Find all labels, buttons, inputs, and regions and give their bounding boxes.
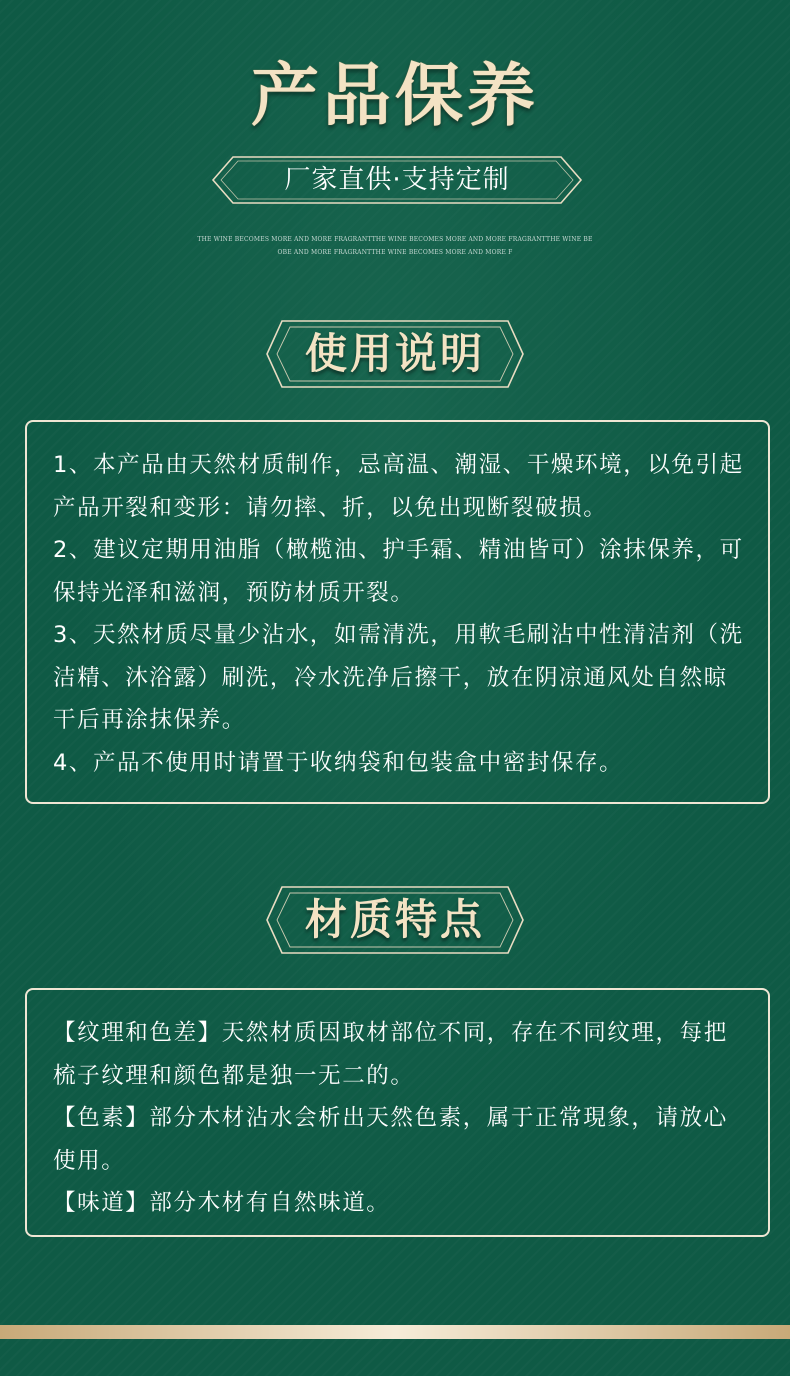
- subtitle-badge: [211, 155, 583, 205]
- page-title: 产品保养: [250, 56, 539, 136]
- usage-item-2: 2、建议定期用油脂（橄榄油、护手霜、精油皆可）涂抹保养，可保持光泽和滋润，预防材质开裂。: [53, 537, 744, 606]
- usage-item-3: 3、天然材质尽量少沾水，如需清洗，用軟毛刷沾中性清洁剂（洗洁精、沐浴露）刷洗，冷水洗净后擦干，放在阴凉通风处自然晾干后再涂抹保养。: [53, 622, 744, 733]
- material-item-1: 【纹理和色差】天然材质因取材部位不同，存在不同纹理，每把梳子纹理和颜色都是独一无二的。: [53, 1020, 728, 1089]
- usage-item-1: 1、本产品由天然材质制作，忌高温、潮湿、干燥环境，以免引起产品开裂和变形：请勿摔、折，以免出现断裂破损。: [53, 452, 744, 521]
- material-item-2: 【色素】部分木材沾水会析出天然色素，属于正常現象，请放心使用。: [53, 1105, 728, 1174]
- subtitle-text: 厂家直供·支持定制: [284, 165, 510, 195]
- bottom-gold-bar: [0, 1325, 790, 1339]
- usage-item-4: 4、产品不使用时请置于收纳袋和包装盒中密封保存。: [53, 749, 624, 776]
- english-tagline-2: OBE AND MORE FRAGRANTTHE WINE BECOMES MORE AND MORE F: [277, 249, 513, 256]
- material-heading: 材质特点: [304, 895, 485, 944]
- usage-box: [25, 420, 770, 804]
- material-box: [25, 988, 770, 1237]
- material-item-3: 【味道】部分木材有自然味道。: [53, 1190, 391, 1216]
- usage-heading: 使用说明: [304, 329, 485, 378]
- material-heading-badge: [264, 884, 526, 956]
- usage-heading-badge: [264, 318, 526, 390]
- english-tagline-1: THE WINE BECOMES MORE AND MORE FRAGRANTTHE WINE BECOMES MORE AND MORE FRAGRANTTHE WINE BE: [197, 236, 593, 243]
